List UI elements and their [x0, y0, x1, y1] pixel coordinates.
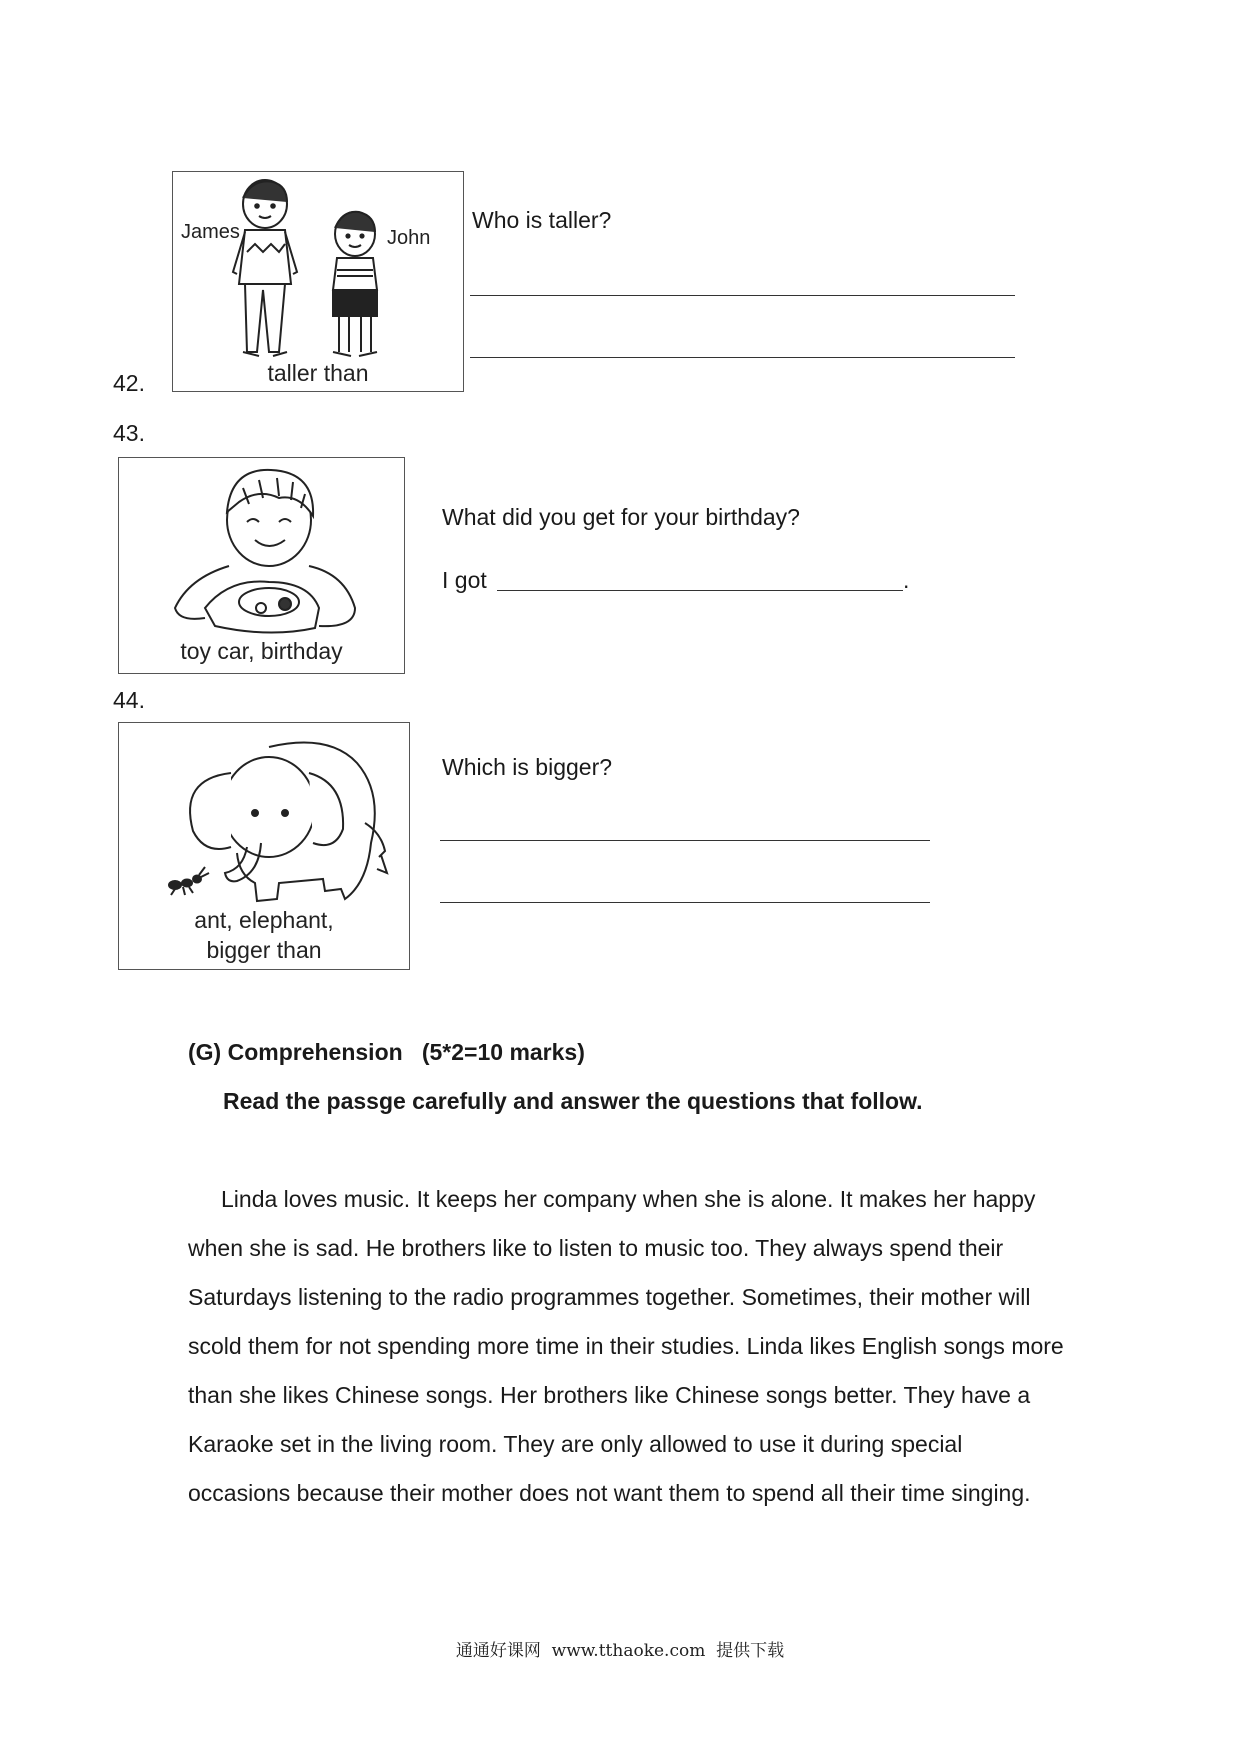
page-footer: 通通好课网 www.tthaoke.com 提供下载 — [455, 1641, 785, 1661]
label-james: James — [181, 221, 240, 243]
passage-text: Linda loves music. It keeps her company when she is alone. It makes her happy when she is sad. He brothers like to listen to music too. They always spend their Saturdays listening to the radio programmes together. Sometimes, their mother will scold them for not spending more time in their studies. Linda likes English songs more than she likes Chinese songs. Her brothers like Chinese songs better. They have a Karaoke set in the living room. They are only allowed to use it during special occasions because their mother does not want them to spend all their time singing. — [188, 1186, 1064, 1506]
answer-line-42b[interactable] — [470, 357, 1015, 358]
answer-line-42a[interactable] — [470, 295, 1015, 296]
answer-line-44a[interactable] — [440, 840, 930, 841]
question-number-42: 42. — [113, 370, 145, 396]
question-43: What did you get for your birthday? — [442, 504, 800, 530]
picture-ant-elephant — [118, 722, 410, 970]
section-heading: (G) Comprehension (5*2=10 marks) — [188, 1039, 585, 1065]
image-caption-43: toy car, birthday — [180, 638, 343, 664]
image-caption-42: taller than — [267, 360, 369, 386]
picture-james-john — [172, 171, 464, 392]
question-44: Which is bigger? — [442, 754, 613, 780]
answer-line-44b[interactable] — [440, 902, 930, 903]
question-42: Who is taller? — [472, 207, 612, 233]
question-number-43: 43. — [113, 420, 145, 446]
answer-prefix-43: I got — [442, 567, 487, 593]
picture-boy-toy-car — [118, 457, 405, 674]
label-john: John — [387, 227, 431, 249]
image-caption-44-line1: ant, elephant, — [194, 907, 334, 933]
answer-suffix-43: . — [903, 567, 910, 593]
reading-passage — [188, 1175, 1068, 1518]
section-instruction: Read the passge carefully and answer the questions that follow. — [223, 1088, 923, 1114]
answer-line-43[interactable] — [497, 590, 903, 591]
image-caption-44-line2: bigger than — [206, 937, 322, 963]
question-number-44: 44. — [113, 687, 145, 713]
